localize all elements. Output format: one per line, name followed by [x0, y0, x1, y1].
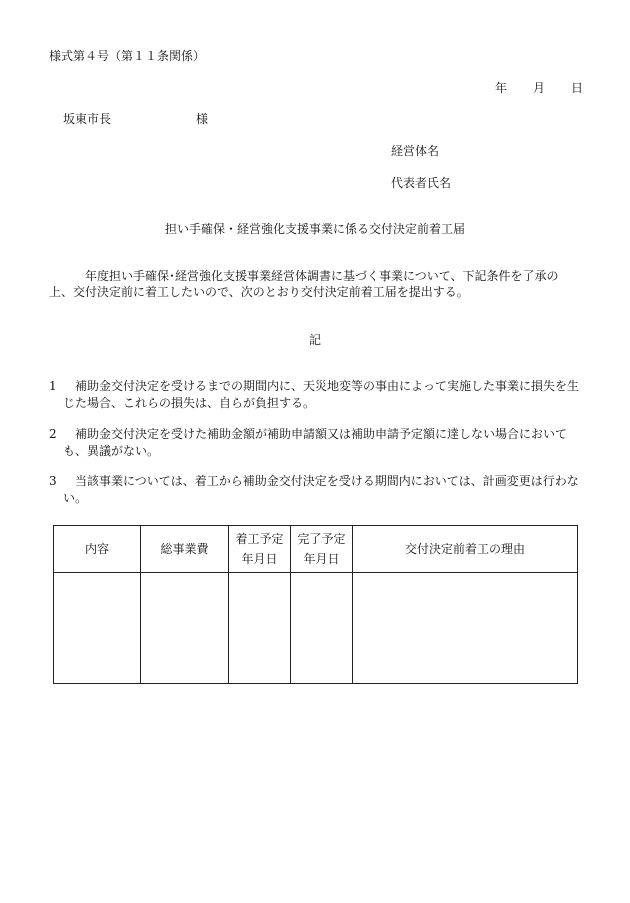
condition-item — [49, 426, 582, 460]
date-day-label: 日 — [571, 81, 584, 95]
condition-text: 当該事業については、着工から補助金交付決定を受ける期間内においては、計画変更は行わない。 — [63, 474, 579, 505]
addressee-name: 坂東市長 — [63, 112, 112, 126]
header-content: 内容 — [54, 526, 141, 573]
header-total-cost: 総事業費 — [141, 526, 229, 573]
table-header-row — [54, 526, 578, 573]
header-start-line2: 年月日 — [241, 552, 278, 566]
cell-start-date[interactable] — [229, 573, 291, 684]
condition-item — [49, 473, 582, 507]
condition-text: 補助金交付決定を受けるまでの期間内に、天災地変等の事由によって実施した事業に損失を生じた場合、これらの損失は、自らが負担する。 — [63, 379, 580, 410]
entity-name-label: 経営体名 — [391, 144, 440, 158]
condition-item — [49, 378, 582, 412]
header-start-line1: 着工予定 — [235, 532, 284, 546]
form-number: 様式第４号（第１１条関係） — [49, 49, 206, 63]
header-reason: 交付決定前着工の理由 — [353, 526, 578, 573]
schedule-table — [53, 525, 578, 684]
condition-text: 補助金交付決定を受けた補助金額が補助申請額又は補助申請予定額に達しない場合においても、異議がない。 — [63, 427, 568, 458]
condition-number: 3 — [49, 474, 57, 488]
date-year-label: 年 — [495, 81, 508, 95]
cell-complete-date[interactable] — [291, 573, 353, 684]
cell-content[interactable] — [54, 573, 141, 684]
cell-total-cost[interactable] — [141, 573, 229, 684]
condition-number: 1 — [49, 379, 57, 393]
addressee-honorific: 様 — [196, 112, 209, 126]
condition-number: 2 — [49, 427, 57, 441]
body-paragraph: 年度担い手確保･経営強化支援事業経営体調書に基づく事業について、下記条件を了承の上、交付決定前に着工したいので、次のとおり交付決定前着工届を提出する。 — [49, 269, 559, 299]
ki-heading: 記 — [308, 333, 321, 347]
document-title: 担い手確保・経営強化支援事業に係る交付決定前着工届 — [164, 222, 465, 236]
header-complete-line1: 完了予定 — [297, 532, 346, 546]
header-complete-line2: 年月日 — [303, 552, 340, 566]
header-start-date — [229, 526, 291, 573]
header-complete-date — [291, 526, 353, 573]
representative-name-label: 代表者氏名 — [391, 176, 452, 190]
table-row — [54, 573, 578, 684]
date-month-label: 月 — [533, 81, 546, 95]
cell-reason[interactable] — [353, 573, 578, 684]
